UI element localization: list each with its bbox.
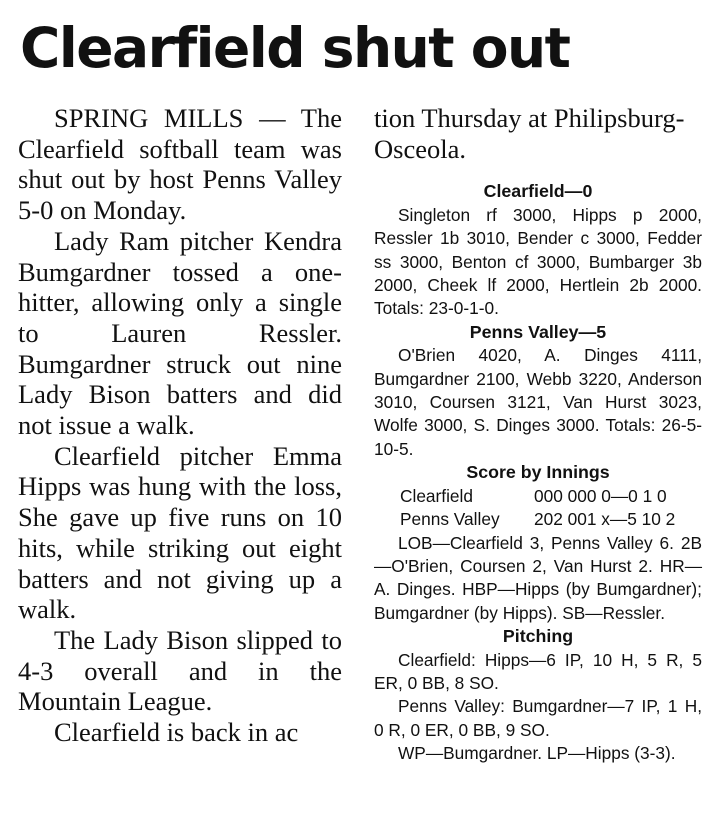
story-paragraph: Lady Ram pitcher Kendra Bumgardner tossed a one-hitter, allowing only a single to Lauren Ressler. Bumgardner struck out nine Lady Bison batters and did not issue a walk. bbox=[18, 225, 342, 441]
headline: Clearfield shut out bbox=[20, 16, 570, 80]
innings-team: Clearfield bbox=[400, 485, 473, 506]
boxscore bbox=[374, 180, 702, 765]
game-notes: LOB—Clearfield 3, Penns Valley 6. 2B—O'Brien, Coursen 2, Van Hurst 2. HR—A. Dinges. HBP—Hipps (by Bumgardner); Bumgardner (by Hipps). SB—Ressler. bbox=[374, 532, 702, 623]
innings-row bbox=[374, 508, 702, 531]
clearfield-lineup: Singleton rf 3000, Hipps p 2000, Ressler 1b 3010, Bender c 3000, Fedder ss 3000, Benton cf 3000, Bumbarger 3b 2000, Cheek lf 2000, Hertlein 2b 2000. Totals: 23-0-1-0. bbox=[374, 204, 702, 319]
pitching-pennsvalley: Penns Valley: Bumgardner—7 IP, 1 H, 0 R, 0 ER, 0 BB, 9 SO. bbox=[374, 696, 702, 740]
pennsvalley-lineup: O'Brien 4020, A. Dinges 4111, Bumgardner 2100, Webb 3220, Anderson 3010, Coursen 3121, Van Hurst 3023, Wolfe 3000, S. Dinges 3000. Totals: 26-5-10-5. bbox=[374, 345, 702, 459]
innings-line: 000 000 0—0 1 0 bbox=[534, 485, 667, 506]
pitching-heading: Pitching bbox=[502, 626, 574, 647]
innings-heading: Score by Innings bbox=[466, 462, 610, 483]
right-column bbox=[374, 103, 702, 766]
story-paragraph: SPRING MILLS — The Clearfield softball team was shut out by host Penns Valley 5-0 on Monday. bbox=[18, 103, 342, 226]
pitching-clearfield: Clearfield: Hipps—6 IP, 10 H, 5 R, 5 ER, 0 BB, 8 SO. bbox=[374, 649, 702, 693]
decisions: WP—Bumgardner. LP—Hipps (3-3). bbox=[398, 743, 676, 764]
story-column bbox=[18, 103, 342, 748]
clearfield-heading: Clearfield—0 bbox=[483, 181, 593, 202]
pennsvalley-heading: Penns Valley—5 bbox=[469, 321, 607, 342]
story-paragraph: The Lady Bison slipped to 4-3 overall and in the Mountain League. bbox=[18, 624, 342, 717]
innings-team: Penns Valley bbox=[400, 509, 500, 530]
story-continuation: tion Thursday at Philipsburg-Osceola. bbox=[374, 103, 685, 164]
story-paragraph: Clearfield pitcher Emma Hipps was hung with the loss, She gave up five runs on 10 hits, while striking out eight batters and not giving up a walk. bbox=[18, 440, 342, 625]
innings-row bbox=[374, 485, 702, 508]
story-paragraph: Clearfield is back in ac bbox=[54, 717, 299, 748]
innings-line: 202 001 x—5 10 2 bbox=[534, 509, 676, 530]
